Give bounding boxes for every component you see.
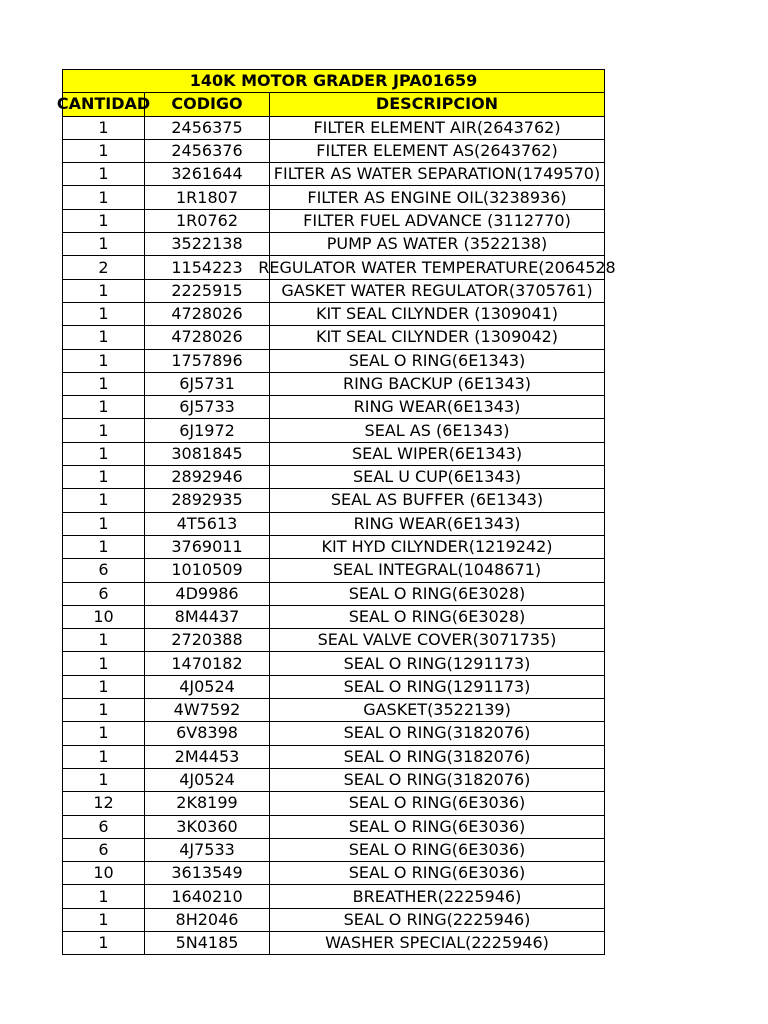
cell-codigo: 6J1972 [145, 419, 270, 442]
cell-descripcion: SEAL O RING(6E3036) [270, 815, 605, 838]
table-row [63, 931, 605, 954]
table-row [63, 489, 605, 512]
cell-codigo: 2456376 [145, 139, 270, 162]
cell-descripcion: SEAL O RING(6E3036) [270, 838, 605, 861]
cell-cantidad: 1 [63, 279, 145, 302]
table-row [63, 815, 605, 838]
cell-codigo: 6J5731 [145, 372, 270, 395]
table-row [63, 908, 605, 931]
cell-descripcion: SEAL O RING(6E1343) [270, 349, 605, 372]
cell-codigo: 6J5733 [145, 396, 270, 419]
cell-codigo: 3261644 [145, 163, 270, 186]
cell-cantidad: 1 [63, 535, 145, 558]
table-row [63, 419, 605, 442]
cell-descripcion: SEAL O RING(6E3028) [270, 605, 605, 628]
cell-codigo: 2K8199 [145, 792, 270, 815]
table-row [63, 652, 605, 675]
cell-cantidad: 1 [63, 186, 145, 209]
cell-codigo: 2892946 [145, 466, 270, 489]
cell-codigo: 4728026 [145, 302, 270, 325]
table-row [63, 768, 605, 791]
parts-table [56, 69, 616, 955]
cell-cantidad: 1 [63, 908, 145, 931]
cell-descripcion: SEAL O RING(6E3036) [270, 792, 605, 815]
cell-cantidad: 6 [63, 559, 145, 582]
cell-cantidad: 1 [63, 885, 145, 908]
cell-descripcion: GASKET WATER REGULATOR(3705761) [270, 279, 605, 302]
cell-descripcion: FILTER AS ENGINE OIL(3238936) [270, 186, 605, 209]
cell-codigo: 6V8398 [145, 722, 270, 745]
cell-descripcion: SEAL AS (6E1343) [270, 419, 605, 442]
cell-cantidad: 1 [63, 233, 145, 256]
cell-cantidad: 1 [63, 442, 145, 465]
cell-codigo: 2892935 [145, 489, 270, 512]
table-row [63, 605, 605, 628]
cell-descripcion: SEAL O RING(6E3028) [270, 582, 605, 605]
cell-descripcion: RING WEAR(6E1343) [270, 396, 605, 419]
cell-cantidad: 12 [63, 792, 145, 815]
table-row [63, 535, 605, 558]
cell-cantidad: 1 [63, 675, 145, 698]
cell-descripcion: BREATHER(2225946) [270, 885, 605, 908]
cell-descripcion: RING BACKUP (6E1343) [270, 372, 605, 395]
cell-codigo: 3522138 [145, 233, 270, 256]
cell-codigo: 1470182 [145, 652, 270, 675]
table-row [63, 466, 605, 489]
table-header-row [63, 93, 605, 116]
cell-codigo: 4728026 [145, 326, 270, 349]
cell-codigo: 4J7533 [145, 838, 270, 861]
cell-descripcion: SEAL AS BUFFER (6E1343) [270, 489, 605, 512]
table-row [63, 675, 605, 698]
cell-cantidad: 6 [63, 838, 145, 861]
table-row [63, 629, 605, 652]
cell-descripcion: FILTER ELEMENT AS(2643762) [270, 139, 605, 162]
cell-cantidad: 1 [63, 489, 145, 512]
cell-descripcion: REGULATOR WATER TEMPERATURE(2064528 [270, 256, 605, 279]
cell-descripcion: KIT SEAL CILYNDER (1309042) [270, 326, 605, 349]
table-row [63, 885, 605, 908]
cell-codigo: 1R0762 [145, 209, 270, 232]
cell-cantidad: 1 [63, 372, 145, 395]
table-row [63, 396, 605, 419]
cell-cantidad: 1 [63, 139, 145, 162]
cell-codigo: 4T5613 [145, 512, 270, 535]
cell-cantidad: 1 [63, 326, 145, 349]
cell-cantidad: 6 [63, 582, 145, 605]
cell-descripcion: SEAL WIPER(6E1343) [270, 442, 605, 465]
cell-cantidad: 1 [63, 163, 145, 186]
table-row [63, 116, 605, 139]
table-row [63, 163, 605, 186]
cell-cantidad: 1 [63, 396, 145, 419]
cell-cantidad: 1 [63, 768, 145, 791]
table-row [63, 349, 605, 372]
header-cantidad: CANTIDAD [63, 93, 145, 116]
table-row [63, 512, 605, 535]
cell-codigo: 2225915 [145, 279, 270, 302]
table-row [63, 838, 605, 861]
cell-descripcion: SEAL O RING(2225946) [270, 908, 605, 931]
cell-cantidad: 1 [63, 419, 145, 442]
cell-cantidad: 1 [63, 745, 145, 768]
cell-codigo: 4J0524 [145, 675, 270, 698]
table-row [63, 699, 605, 722]
cell-descripcion: KIT HYD CILYNDER(1219242) [270, 535, 605, 558]
cell-codigo: 2M4453 [145, 745, 270, 768]
cell-cantidad: 10 [63, 862, 145, 885]
header-codigo: CODIGO [145, 93, 270, 116]
cell-cantidad: 1 [63, 209, 145, 232]
cell-descripcion: FILTER AS WATER SEPARATION(1749570) [270, 163, 605, 186]
cell-codigo: 4W7592 [145, 699, 270, 722]
table-title: 140K MOTOR GRADER JPA01659 [63, 70, 605, 93]
cell-codigo: 8M4437 [145, 605, 270, 628]
cell-cantidad: 1 [63, 931, 145, 954]
cell-codigo: 1757896 [145, 349, 270, 372]
cell-descripcion: SEAL O RING(3182076) [270, 745, 605, 768]
cell-codigo: 4J0524 [145, 768, 270, 791]
table-row [63, 862, 605, 885]
table-row [63, 279, 605, 302]
cell-descripcion: SEAL INTEGRAL(1048671) [270, 559, 605, 582]
cell-codigo: 2456375 [145, 116, 270, 139]
cell-codigo: 3081845 [145, 442, 270, 465]
cell-codigo: 4D9986 [145, 582, 270, 605]
cell-descripcion: GASKET(3522139) [270, 699, 605, 722]
table-row [63, 582, 605, 605]
cell-descripcion: SEAL U CUP(6E1343) [270, 466, 605, 489]
table-row [63, 233, 605, 256]
cell-codigo: 5N4185 [145, 931, 270, 954]
cell-cantidad: 1 [63, 349, 145, 372]
cell-descripcion: PUMP AS WATER (3522138) [270, 233, 605, 256]
cell-descripcion: WASHER SPECIAL(2225946) [270, 931, 605, 954]
cell-codigo: 8H2046 [145, 908, 270, 931]
cell-codigo: 2720388 [145, 629, 270, 652]
cell-cantidad: 10 [63, 605, 145, 628]
table-row [63, 442, 605, 465]
table-row [63, 722, 605, 745]
cell-cantidad: 1 [63, 652, 145, 675]
table-row [63, 745, 605, 768]
cell-descripcion: SEAL O RING(1291173) [270, 675, 605, 698]
table-row [63, 792, 605, 815]
cell-codigo: 1010509 [145, 559, 270, 582]
table-row [63, 326, 605, 349]
cell-codigo: 3769011 [145, 535, 270, 558]
cell-descripcion: RING WEAR(6E1343) [270, 512, 605, 535]
cell-descripcion: SEAL O RING(6E3036) [270, 862, 605, 885]
table-row [63, 302, 605, 325]
cell-descripcion: SEAL O RING(3182076) [270, 768, 605, 791]
cell-cantidad: 1 [63, 699, 145, 722]
table-title-row [63, 70, 605, 93]
table-row [63, 186, 605, 209]
cell-descripcion: SEAL O RING(1291173) [270, 652, 605, 675]
table-row [63, 372, 605, 395]
cell-cantidad: 1 [63, 512, 145, 535]
cell-cantidad: 1 [63, 116, 145, 139]
cell-codigo: 3K0360 [145, 815, 270, 838]
cell-codigo: 3613549 [145, 862, 270, 885]
cell-cantidad: 1 [63, 302, 145, 325]
cell-cantidad: 2 [63, 256, 145, 279]
cell-descripcion: KIT SEAL CILYNDER (1309041) [270, 302, 605, 325]
table-row [63, 209, 605, 232]
table-row [63, 559, 605, 582]
cell-codigo: 1640210 [145, 885, 270, 908]
cell-descripcion: FILTER FUEL ADVANCE (3112770) [270, 209, 605, 232]
header-descripcion: DESCRIPCION [270, 93, 605, 116]
cell-descripcion: SEAL VALVE COVER(3071735) [270, 629, 605, 652]
table-row [63, 256, 605, 279]
cell-cantidad: 1 [63, 629, 145, 652]
cell-descripcion: FILTER ELEMENT AIR(2643762) [270, 116, 605, 139]
cell-codigo: 1R1807 [145, 186, 270, 209]
cell-cantidad: 6 [63, 815, 145, 838]
cell-cantidad: 1 [63, 722, 145, 745]
cell-cantidad: 1 [63, 466, 145, 489]
cell-codigo: 1154223 [145, 256, 270, 279]
cell-descripcion: SEAL O RING(3182076) [270, 722, 605, 745]
table-row [63, 139, 605, 162]
